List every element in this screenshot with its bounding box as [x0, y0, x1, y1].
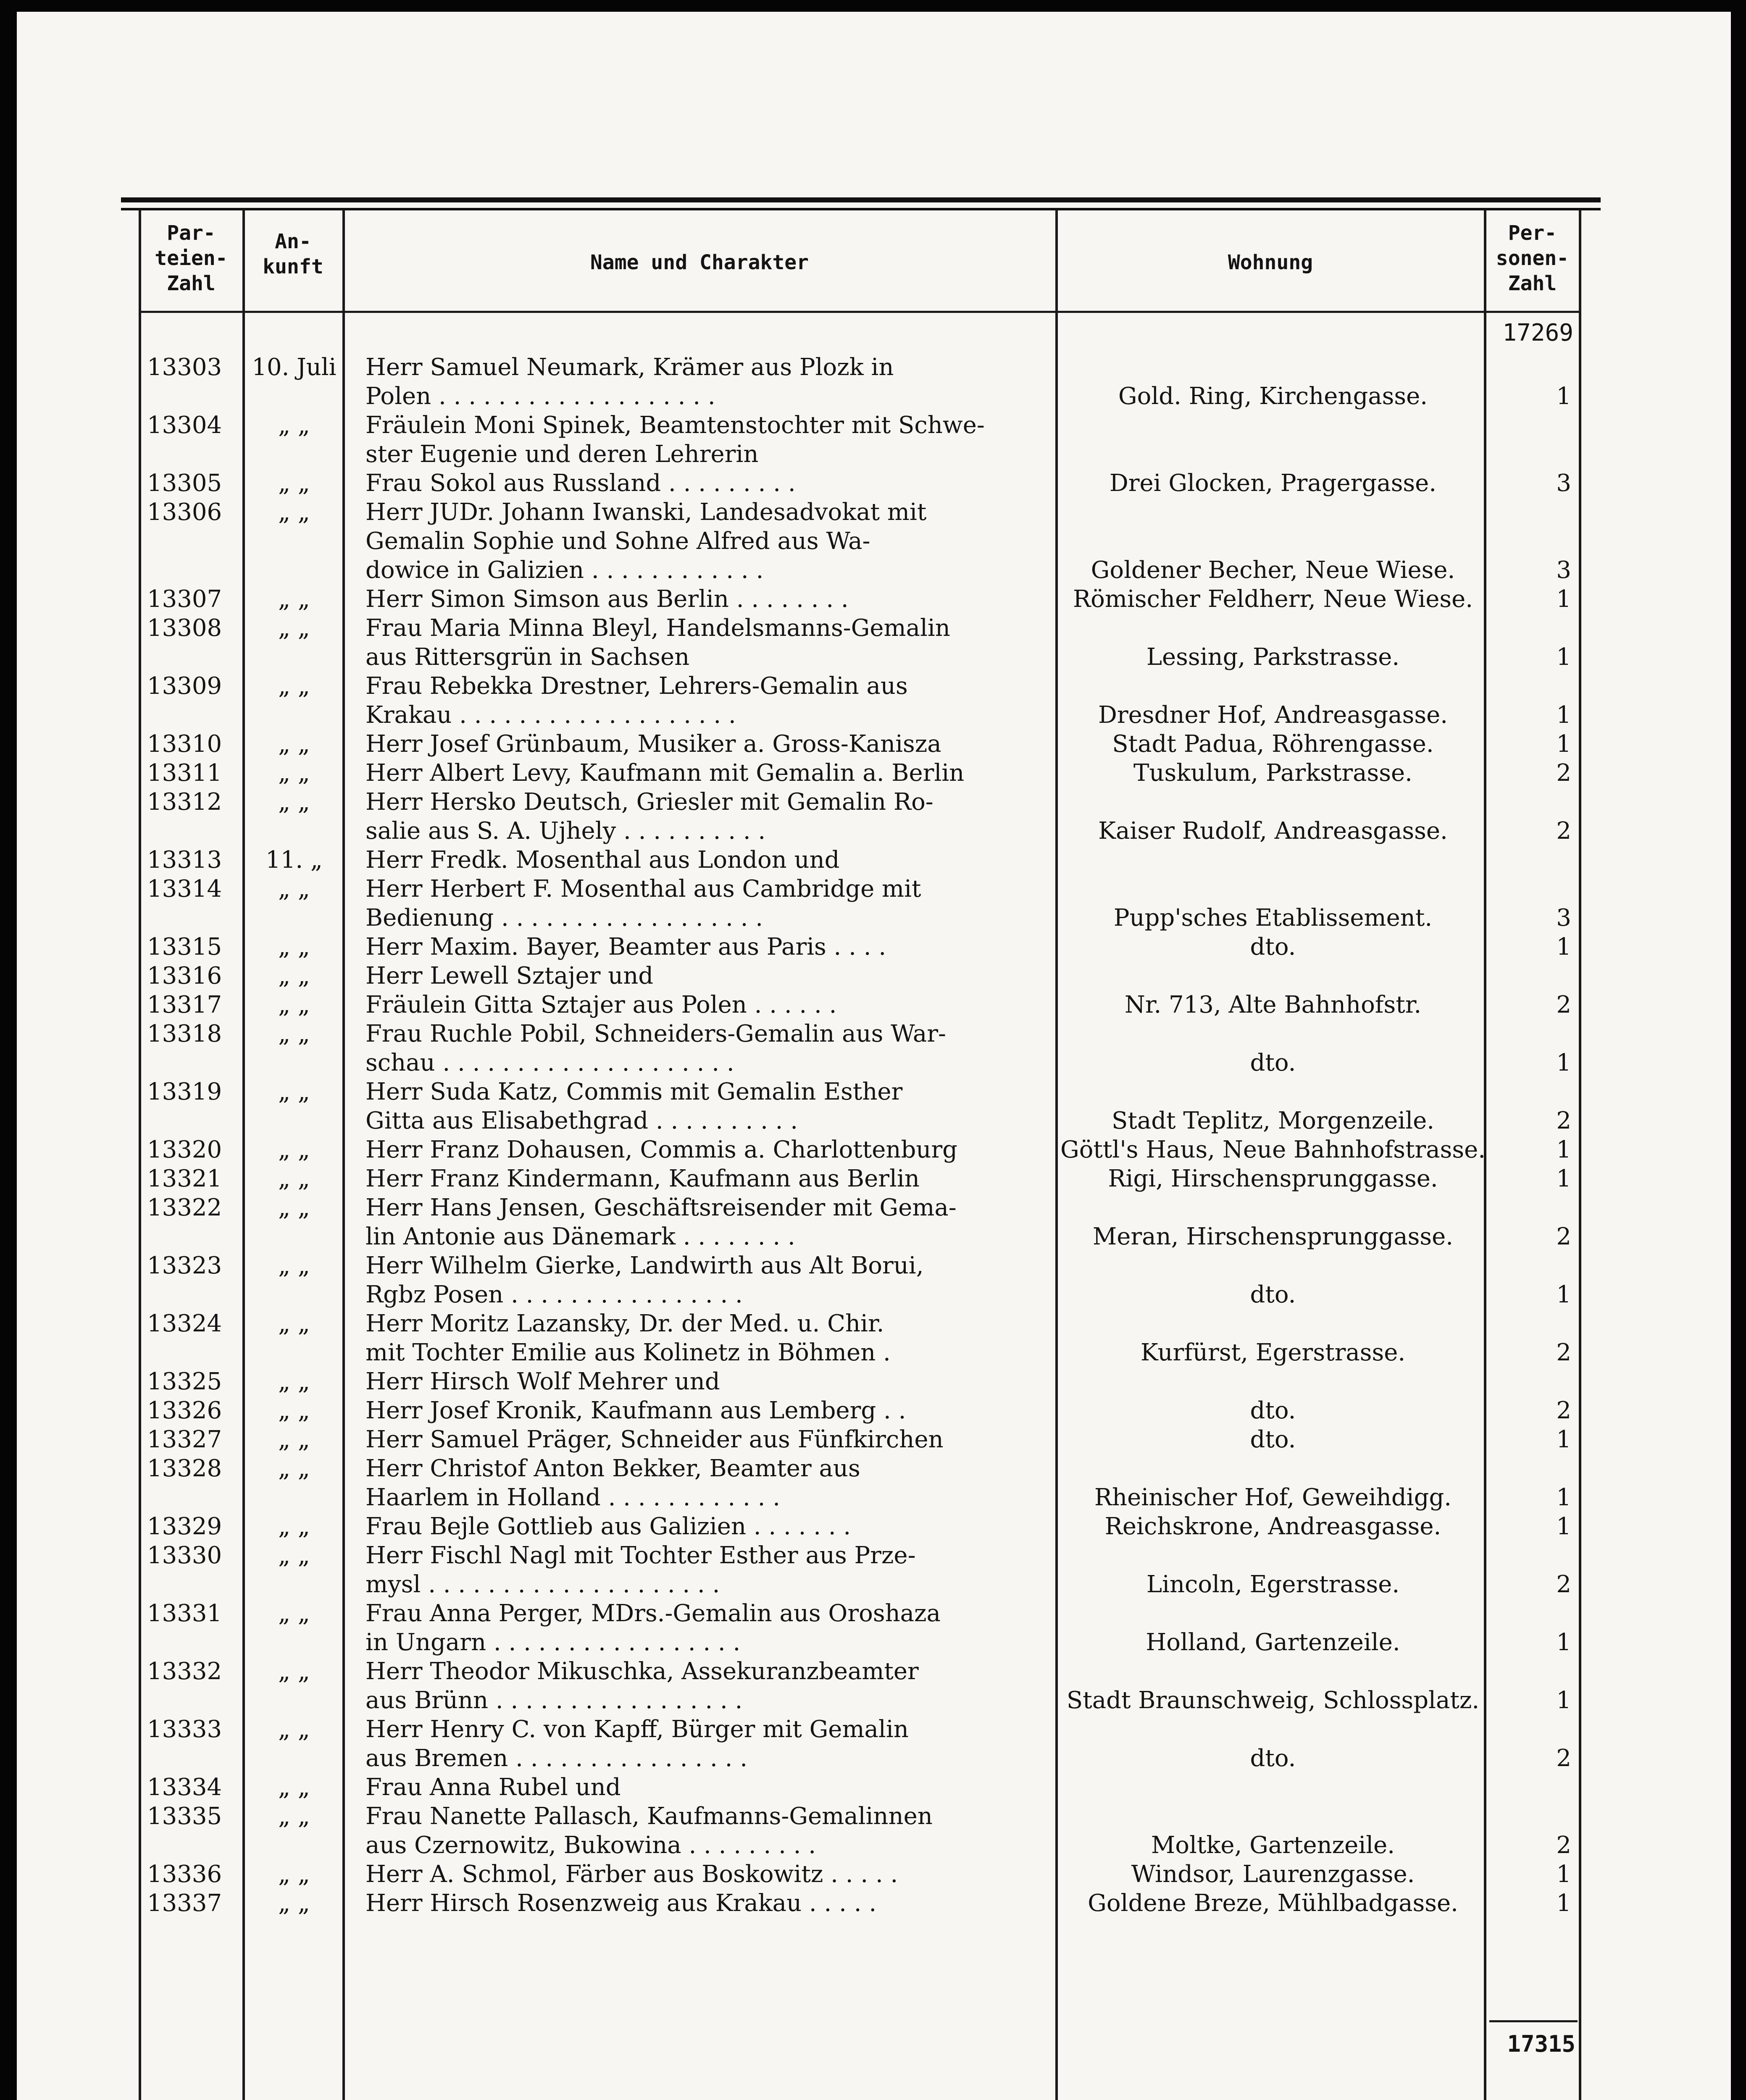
guest-name-line: Frau Anna Rubel und	[366, 1774, 621, 1801]
guest-name	[366, 1309, 1042, 1367]
party-number: 13323	[147, 1252, 222, 1279]
party-number: 13324	[147, 1310, 222, 1337]
register-row	[0, 585, 1746, 614]
residence: Drei Glocken, Pragergasse.	[1109, 470, 1437, 497]
residence: dto.	[1250, 1745, 1296, 1772]
register-row	[0, 1135, 1746, 1164]
person-count: 2	[1556, 1223, 1571, 1250]
register-row	[0, 1773, 1746, 1802]
person-count: 1	[1556, 1513, 1571, 1540]
party-number: 13319	[147, 1078, 222, 1105]
guest-name-line: Herr Wilhelm Gierke, Landwirth aus Alt Borui,	[366, 1252, 924, 1279]
person-count: 2	[1556, 991, 1571, 1018]
guest-name	[366, 788, 1042, 845]
register-row	[0, 1019, 1746, 1077]
arrival-date: „ „	[278, 759, 310, 787]
guest-name-line: Herr Simon Simson aus Berlin . . . . . . . .	[366, 585, 849, 613]
person-count: 1	[1556, 701, 1571, 729]
residence: Lincoln, Egerstrasse.	[1146, 1571, 1400, 1598]
party-number: 13322	[147, 1194, 222, 1221]
guest-name-line: salie aus S. A. Ujhely . . . . . . . . . .	[366, 817, 766, 845]
guest-name	[366, 1425, 1042, 1454]
party-number: 13312	[147, 788, 222, 816]
register-row	[0, 990, 1746, 1019]
residence: dto.	[1250, 1049, 1296, 1076]
guest-name-line: Frau Rebekka Drestner, Lehrers-Gemalin aus	[366, 672, 908, 700]
party-number: 13332	[147, 1658, 222, 1685]
person-count: 2	[1556, 1745, 1571, 1772]
header-number: Par- teien- Zahl	[155, 221, 228, 295]
arrival-date: „ „	[278, 1397, 310, 1424]
party-number: 13308	[147, 614, 222, 642]
guest-name	[366, 1541, 1042, 1599]
guest-name-line: Herr Albert Levy, Kaufmann mit Gemalin a. Berlin	[366, 759, 965, 787]
guest-name	[366, 961, 1042, 990]
party-number: 13321	[147, 1165, 222, 1192]
person-count: 3	[1556, 904, 1571, 932]
person-count: 1	[1556, 1426, 1571, 1453]
person-count: 1	[1556, 1165, 1571, 1192]
person-count: 1	[1556, 643, 1571, 671]
arrival-date: „ „	[278, 499, 310, 526]
arrival-date: „ „	[278, 1774, 310, 1801]
guest-name-line: Herr Hersko Deutsch, Griesler mit Gemalin Ro-	[366, 788, 933, 816]
person-count: 2	[1556, 1107, 1571, 1134]
party-number: 13306	[147, 499, 222, 526]
party-number: 13327	[147, 1426, 222, 1453]
guest-name	[366, 614, 1042, 672]
person-count: 1	[1556, 585, 1571, 613]
party-number: 13313	[147, 846, 222, 874]
guest-name-line: Herr Hirsch Wolf Mehrer und	[366, 1368, 720, 1395]
register-row	[0, 1541, 1746, 1599]
person-count: 2	[1556, 1339, 1571, 1366]
guest-name-line: Herr A. Schmol, Färber aus Boskowitz . . . . .	[366, 1861, 898, 1888]
register-row	[0, 1193, 1746, 1251]
guest-name	[366, 672, 1042, 730]
person-count: 1	[1556, 1136, 1571, 1163]
person-count: 1	[1556, 1281, 1571, 1308]
residence: Windsor, Laurenzgasse.	[1131, 1861, 1415, 1888]
register-row	[0, 1889, 1746, 1918]
register-row	[0, 469, 1746, 498]
residence: Stadt Padua, Röhrengasse.	[1112, 730, 1434, 758]
guest-name	[366, 1512, 1042, 1541]
party-number: 13309	[147, 672, 222, 700]
residence: Reichskrone, Andreasgasse.	[1104, 1513, 1441, 1540]
arrival-date: „ „	[278, 1426, 310, 1453]
arrival-date: „ „	[278, 1803, 310, 1830]
header-arrival: An- kunft	[263, 230, 323, 278]
party-number: 13305	[147, 470, 222, 497]
guest-name-line: Herr Suda Katz, Commis mit Gemalin Esther	[366, 1078, 903, 1105]
guest-name-line: Herr Samuel Neumark, Krämer aus Plozk in	[366, 354, 894, 381]
arrival-date: „ „	[278, 875, 310, 903]
guest-name	[366, 1454, 1042, 1512]
register-row	[0, 730, 1746, 759]
guest-name-line: Herr Hans Jensen, Geschäftsreisender mit Gema-	[366, 1194, 957, 1221]
guest-name	[366, 1889, 1042, 1918]
arrival-date: 10. Juli	[252, 354, 337, 381]
arrival-date: „ „	[278, 585, 310, 613]
header-rule	[139, 311, 1581, 313]
residence: Moltke, Gartenzeile.	[1151, 1832, 1395, 1859]
register-row	[0, 672, 1746, 730]
register-row	[0, 1164, 1746, 1193]
guest-name	[366, 1251, 1042, 1309]
party-number: 13330	[147, 1542, 222, 1569]
guest-name	[366, 874, 1042, 932]
person-count: 2	[1556, 759, 1571, 787]
party-number: 13311	[147, 759, 222, 787]
carry-over-total: 17269	[1502, 319, 1573, 346]
residence: Goldene Breze, Mühlbadgasse.	[1088, 1890, 1458, 1917]
guest-name	[366, 759, 1042, 788]
arrival-date: „ „	[278, 1600, 310, 1627]
party-number: 13337	[147, 1890, 222, 1917]
guest-name	[366, 1773, 1042, 1802]
guest-name-line: Gemalin Sophie und Sohne Alfred aus Wa-	[366, 528, 870, 555]
guest-name-line: Herr Lewell Sztajer und	[366, 962, 654, 990]
guest-name	[366, 353, 1042, 411]
arrival-date: „ „	[278, 1310, 310, 1337]
guest-name-line: Herr Hirsch Rosenzweig aus Krakau . . . . .	[366, 1890, 877, 1917]
register-row	[0, 759, 1746, 788]
guest-name-line: Herr Samuel Präger, Schneider aus Fünfkirchen	[366, 1426, 944, 1453]
header-persons: Per- sonen- Zahl	[1496, 221, 1569, 295]
register-entries	[0, 353, 1746, 1918]
residence: Göttl's Haus, Neue Bahnhofstrasse.	[1060, 1136, 1486, 1163]
guest-name	[366, 932, 1042, 961]
person-count: 1	[1556, 730, 1571, 758]
register-row	[0, 1425, 1746, 1454]
register-row	[0, 353, 1746, 411]
residence: Kurfürst, Egerstrasse.	[1140, 1339, 1406, 1366]
register-row	[0, 1657, 1746, 1715]
guest-name-line: Herr Herbert F. Mosenthal aus Cambridge mit	[366, 875, 921, 903]
end-total: 17315	[1507, 2031, 1575, 2057]
arrival-date: „ „	[278, 614, 310, 642]
arrival-date: „ „	[278, 1136, 310, 1163]
arrival-date: „ „	[278, 991, 310, 1018]
register-row	[0, 1860, 1746, 1889]
guest-name-line: Polen . . . . . . . . . . . . . . . . . . .	[366, 383, 715, 410]
guest-name-line: Herr Franz Dohausen, Commis a. Charlottenburg	[366, 1136, 958, 1163]
residence: Holland, Gartenzeile.	[1146, 1629, 1400, 1656]
register-row	[0, 1396, 1746, 1425]
register-row	[0, 1251, 1746, 1309]
party-number: 13325	[147, 1368, 222, 1395]
arrival-date: „ „	[278, 1658, 310, 1685]
party-number: 13316	[147, 962, 222, 990]
arrival-date: „ „	[278, 1194, 310, 1221]
arrival-date: „ „	[278, 1020, 310, 1047]
residence: Stadt Braunschweig, Schlossplatz.	[1066, 1687, 1480, 1714]
header-name: Name und Charakter	[590, 251, 809, 274]
party-number: 13315	[147, 933, 222, 961]
party-number: 13320	[147, 1136, 222, 1163]
arrival-date: „ „	[278, 788, 310, 816]
arrival-date: 11. „	[266, 846, 323, 874]
residence: Rigi, Hirschensprunggasse.	[1108, 1165, 1438, 1192]
register-row	[0, 498, 1746, 585]
residence: Rheinischer Hof, Geweihdigg.	[1094, 1484, 1452, 1511]
residence: Kaiser Rudolf, Andreasgasse.	[1098, 817, 1448, 845]
party-number: 13318	[147, 1020, 222, 1047]
person-count: 1	[1556, 1687, 1571, 1714]
residence: Tuskulum, Parkstrasse.	[1133, 759, 1412, 787]
residence: Goldener Becher, Neue Wiese.	[1091, 556, 1455, 584]
guest-name	[366, 1367, 1042, 1396]
register-row	[0, 1599, 1746, 1657]
guest-name	[366, 469, 1042, 498]
arrival-date: „ „	[278, 1078, 310, 1105]
guest-name-line: aus Brünn . . . . . . . . . . . . . . . . .	[366, 1687, 743, 1714]
guest-name	[366, 730, 1042, 759]
guest-name	[366, 1019, 1042, 1077]
party-number: 13333	[147, 1716, 222, 1743]
arrival-date: „ „	[278, 672, 310, 700]
guest-name	[366, 1135, 1042, 1164]
guest-name	[366, 585, 1042, 614]
register-row	[0, 1454, 1746, 1512]
guest-name-line: mysl . . . . . . . . . . . . . . . . . . . .	[366, 1571, 720, 1598]
guest-name	[366, 990, 1042, 1019]
guest-name	[366, 1164, 1042, 1193]
guest-name-line: Frau Ruchle Pobil, Schneiders-Gemalin aus War-	[366, 1020, 946, 1047]
register-row	[0, 1802, 1746, 1860]
person-count: 1	[1556, 1049, 1571, 1076]
residence: dto.	[1250, 1281, 1296, 1308]
guest-name-line: Herr JUDr. Johann Iwanski, Landesadvokat mit	[366, 499, 927, 526]
person-count: 2	[1556, 1397, 1571, 1424]
arrival-date: „ „	[278, 1165, 310, 1192]
guest-name-line: Herr Franz Kindermann, Kaufmann aus Berlin	[366, 1165, 920, 1192]
guest-name-line: Frau Maria Minna Bleyl, Handelsmanns-Gemalin	[366, 614, 950, 642]
arrival-date: „ „	[278, 1252, 310, 1279]
residence: Dresdner Hof, Andreasgasse.	[1098, 701, 1448, 729]
guest-name-line: Gitta aus Elisabethgrad . . . . . . . . . .	[366, 1107, 798, 1134]
person-count: 1	[1556, 1484, 1571, 1511]
guest-name-line: Herr Maxim. Bayer, Beamter aus Paris . . . .	[366, 933, 886, 961]
person-count: 1	[1556, 1861, 1571, 1888]
guest-name-line: Herr Theodor Mikuschka, Assekuranzbeamter	[366, 1658, 919, 1685]
party-number: 13307	[147, 585, 222, 613]
guest-name-line: Herr Moritz Lazansky, Dr. der Med. u. Chir.	[366, 1310, 884, 1337]
guest-name-line: Bedienung . . . . . . . . . . . . . . . . . .	[366, 904, 763, 932]
header-residence: Wohnung	[1228, 251, 1313, 274]
guest-name	[366, 1599, 1042, 1657]
party-number: 13326	[147, 1397, 222, 1424]
top-rule	[121, 197, 1601, 202]
guest-name	[366, 1860, 1042, 1889]
guest-name	[366, 1657, 1042, 1715]
party-number: 13314	[147, 875, 222, 903]
residence: dto.	[1250, 933, 1296, 961]
party-number: 13310	[147, 730, 222, 758]
residence: Pupp'sches Etablissement.	[1113, 904, 1433, 932]
register-row	[0, 411, 1746, 469]
guest-name-line: ster Eugenie und deren Lehrerin	[366, 441, 759, 468]
total-rule	[1489, 2020, 1578, 2022]
arrival-date: „ „	[278, 1368, 310, 1395]
guest-name-line: Herr Henry C. von Kapff, Bürger mit Gemalin	[366, 1716, 909, 1743]
arrival-date: „ „	[278, 412, 310, 439]
person-count: 1	[1556, 1890, 1571, 1917]
person-count: 3	[1556, 556, 1571, 584]
guest-name-line: Frau Nanette Pallasch, Kaufmanns-Gemalinnen	[366, 1803, 933, 1830]
guest-name-line: Haarlem in Holland . . . . . . . . . . . .	[366, 1484, 780, 1511]
residence: Nr. 713, Alte Bahnhofstr.	[1124, 991, 1422, 1018]
person-count: 3	[1556, 470, 1571, 497]
register-row	[0, 1309, 1746, 1367]
person-count: 1	[1556, 933, 1571, 961]
party-number: 13304	[147, 412, 222, 439]
register-row	[0, 932, 1746, 961]
guest-name	[366, 1715, 1042, 1773]
arrival-date: „ „	[278, 1542, 310, 1569]
guest-name	[366, 1802, 1042, 1860]
residence: Römischer Feldherr, Neue Wiese.	[1073, 585, 1473, 613]
party-number: 13328	[147, 1455, 222, 1482]
person-count: 1	[1556, 383, 1571, 410]
guest-name-line: Krakau . . . . . . . . . . . . . . . . . . .	[366, 701, 736, 729]
guest-name-line: in Ungarn . . . . . . . . . . . . . . . . .	[366, 1629, 741, 1656]
register-row	[0, 788, 1746, 845]
guest-name-line: Frau Anna Perger, MDrs.-Gemalin aus Oroshaza	[366, 1600, 941, 1627]
register-row	[0, 1512, 1746, 1541]
guest-name-line: dowice in Galizien . . . . . . . . . . . .	[366, 556, 764, 584]
party-number: 13317	[147, 991, 222, 1018]
party-number: 13335	[147, 1803, 222, 1830]
residence: dto.	[1250, 1426, 1296, 1453]
guest-name-line: Fräulein Moni Spinek, Beamtenstochter mit Schwe-	[366, 412, 985, 439]
register-row	[0, 1077, 1746, 1135]
arrival-date: „ „	[278, 1513, 310, 1540]
guest-name-line: Herr Fredk. Mosenthal aus London und	[366, 846, 840, 874]
guest-name-line: Herr Josef Kronik, Kaufmann aus Lemberg . .	[366, 1397, 906, 1424]
person-count: 2	[1556, 1832, 1571, 1859]
guest-name-line: aus Czernowitz, Bukowina . . . . . . . . .	[366, 1832, 816, 1859]
arrival-date: „ „	[278, 1890, 310, 1917]
register-row	[0, 1715, 1746, 1773]
guest-name-line: mit Tochter Emilie aus Kolinetz in Böhmen .	[366, 1339, 891, 1366]
party-number: 13334	[147, 1774, 222, 1801]
guest-name-line: Herr Josef Grünbaum, Musiker a. Gross-Kanisza	[366, 730, 941, 758]
residence: Lessing, Parkstrasse.	[1146, 643, 1400, 671]
party-number: 13303	[147, 354, 222, 381]
register-row	[0, 845, 1746, 874]
guest-name	[366, 1396, 1042, 1425]
guest-name	[366, 411, 1042, 469]
register-row	[0, 614, 1746, 672]
arrival-date: „ „	[278, 470, 310, 497]
residence: dto.	[1250, 1397, 1296, 1424]
guest-name-line: Rgbz Posen . . . . . . . . . . . . . . . .	[366, 1281, 743, 1308]
residence: Gold. Ring, Kirchengasse.	[1118, 383, 1428, 410]
guest-name-line: aus Rittersgrün in Sachsen	[366, 643, 690, 671]
guest-name	[366, 845, 1042, 874]
guest-name-line: Frau Bejle Gottlieb aus Galizien . . . . . . .	[366, 1513, 851, 1540]
guest-name-line: Herr Fischl Nagl mit Tochter Esther aus Prze-	[366, 1542, 916, 1569]
register-row	[0, 874, 1746, 932]
arrival-date: „ „	[278, 1861, 310, 1888]
guest-name-line: lin Antonie aus Dänemark . . . . . . . .	[366, 1223, 795, 1250]
arrival-date: „ „	[278, 933, 310, 961]
person-count: 2	[1556, 817, 1571, 845]
arrival-date: „ „	[278, 1455, 310, 1482]
guest-name	[366, 1193, 1042, 1251]
guest-name-line: Fräulein Gitta Sztajer aus Polen . . . . . .	[366, 991, 837, 1018]
party-number: 13336	[147, 1861, 222, 1888]
arrival-date: „ „	[278, 730, 310, 758]
guest-name	[366, 498, 1042, 585]
person-count: 1	[1556, 1629, 1571, 1656]
residence: Meran, Hirschensprunggasse.	[1092, 1223, 1454, 1250]
residence: Stadt Teplitz, Morgenzeile.	[1111, 1107, 1435, 1134]
guest-name-line: schau . . . . . . . . . . . . . . . . . . . .	[366, 1049, 734, 1076]
register-row	[0, 1367, 1746, 1396]
party-number: 13331	[147, 1600, 222, 1627]
guest-name	[366, 1077, 1042, 1135]
arrival-date: „ „	[278, 962, 310, 990]
guest-name-line: Frau Sokol aus Russland . . . . . . . . .	[366, 470, 796, 497]
party-number: 13329	[147, 1513, 222, 1540]
guest-name-line: aus Bremen . . . . . . . . . . . . . . . .	[366, 1745, 747, 1772]
register-row	[0, 961, 1746, 990]
guest-name-line: Herr Christof Anton Bekker, Beamter aus	[366, 1455, 860, 1482]
arrival-date: „ „	[278, 1716, 310, 1743]
person-count: 2	[1556, 1571, 1571, 1598]
